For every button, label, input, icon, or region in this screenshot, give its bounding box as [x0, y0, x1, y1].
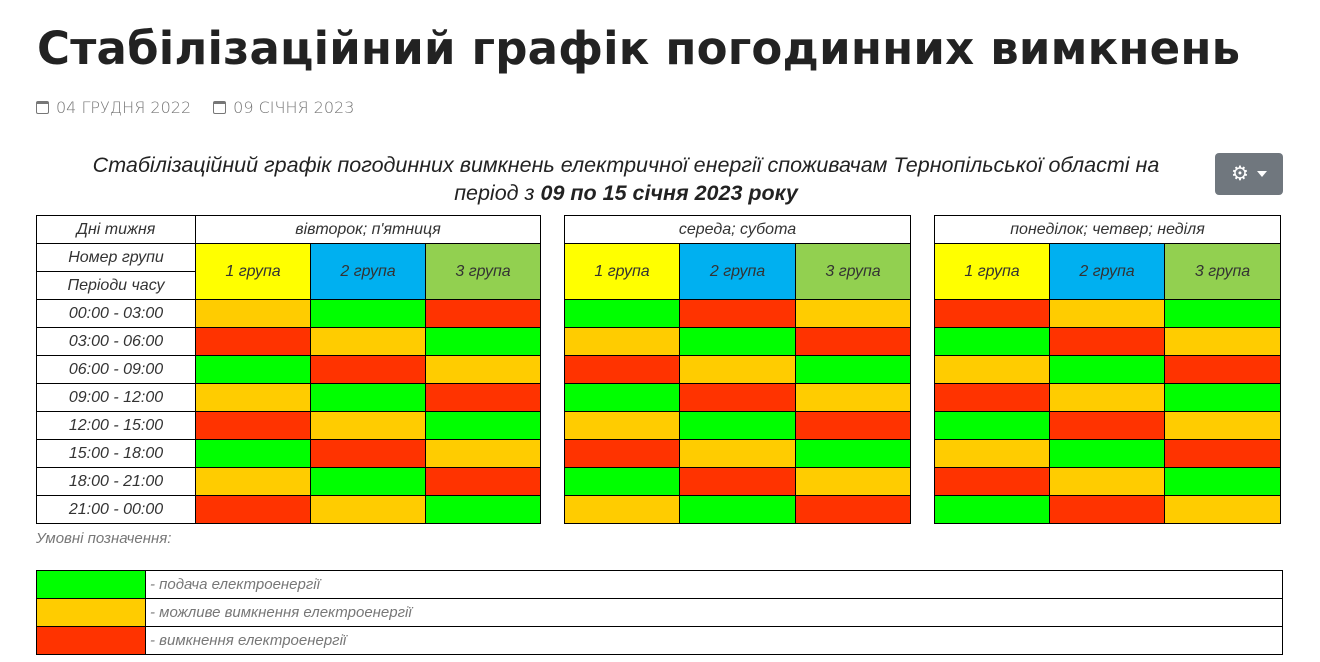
period-cell: 03:00 - 06:00 [37, 328, 196, 356]
schedule-table [36, 215, 1281, 524]
status-cell-green [196, 440, 311, 468]
status-cell-red [426, 300, 541, 328]
table-row [37, 412, 1281, 440]
legend-text: - вимкнення електроенергії [146, 627, 1283, 655]
status-cell-red [426, 384, 541, 412]
group-header: 3 група [426, 244, 541, 300]
modified-date [213, 98, 354, 117]
column-gap [911, 216, 935, 524]
status-cell-orange [796, 384, 911, 412]
status-cell-red [1050, 412, 1165, 440]
status-cell-orange [1050, 384, 1165, 412]
status-cell-green [935, 412, 1050, 440]
status-cell-orange [796, 300, 911, 328]
status-cell-red [796, 496, 911, 524]
status-cell-green [1050, 440, 1165, 468]
period-cell: 15:00 - 18:00 [37, 440, 196, 468]
status-cell-orange [196, 300, 311, 328]
status-cell-green [680, 328, 796, 356]
table-row [37, 496, 1281, 524]
status-cell-green [1050, 356, 1165, 384]
legend-swatch-orange [37, 599, 146, 627]
status-cell-orange [311, 496, 426, 524]
group-header: 2 група [311, 244, 426, 300]
table-row [37, 468, 1281, 496]
status-cell-orange [935, 356, 1050, 384]
caption-period-prefix: період з [454, 181, 541, 205]
status-cell-green [1165, 468, 1281, 496]
status-cell-red [680, 468, 796, 496]
status-cell-orange [680, 356, 796, 384]
period-cell: 12:00 - 15:00 [37, 412, 196, 440]
status-cell-red [680, 384, 796, 412]
legend-swatch-green [37, 571, 146, 599]
status-cell-red [311, 356, 426, 384]
status-cell-red [1165, 440, 1281, 468]
status-cell-orange [565, 412, 680, 440]
status-cell-red [796, 412, 911, 440]
period-cell: 06:00 - 09:00 [37, 356, 196, 384]
status-cell-red [311, 440, 426, 468]
status-cell-orange [680, 440, 796, 468]
status-cell-red [565, 440, 680, 468]
modified-date-text: 09 СІЧНЯ 2023 [233, 98, 355, 117]
header-group: Номер групи [37, 244, 196, 272]
status-cell-green [935, 328, 1050, 356]
status-cell-green [935, 496, 1050, 524]
status-cell-orange [1165, 412, 1281, 440]
legend-swatch-red [37, 627, 146, 655]
status-cell-red [196, 412, 311, 440]
calendar-icon [213, 101, 226, 114]
status-cell-green [311, 384, 426, 412]
caret-down-icon [1257, 171, 1267, 177]
day-group-header: понеділок; четвер; неділя [935, 216, 1281, 244]
gear-icon: ⚙ [1231, 163, 1249, 185]
status-cell-orange [196, 384, 311, 412]
status-cell-red [1050, 328, 1165, 356]
column-gap [541, 216, 565, 524]
status-cell-green [426, 328, 541, 356]
status-cell-red [196, 496, 311, 524]
caption-main: Стабілізаційний графік погодинних вимкнень електричної енергії споживачам Тернопільської області на [92, 153, 1160, 177]
status-cell-green [796, 356, 911, 384]
status-cell-green [426, 496, 541, 524]
status-cell-orange [426, 440, 541, 468]
legend-row [37, 627, 1283, 655]
status-cell-green [680, 496, 796, 524]
status-cell-red [935, 300, 1050, 328]
status-cell-orange [311, 328, 426, 356]
status-cell-red [1050, 496, 1165, 524]
group-header: 1 група [565, 244, 680, 300]
status-cell-orange [565, 328, 680, 356]
status-cell-green [565, 468, 680, 496]
day-group-header: вівторок; п'ятниця [196, 216, 541, 244]
period-cell: 21:00 - 00:00 [37, 496, 196, 524]
legend-row [37, 571, 1283, 599]
period-cell: 18:00 - 21:00 [37, 468, 196, 496]
status-cell-green [311, 300, 426, 328]
status-cell-orange [1165, 328, 1281, 356]
published-date-text: 04 ГРУДНЯ 2022 [56, 98, 192, 117]
status-cell-orange [796, 468, 911, 496]
status-cell-red [796, 328, 911, 356]
status-cell-red [935, 468, 1050, 496]
legend-text: - можливе вимкнення електроенергії [146, 599, 1283, 627]
table-row [37, 356, 1281, 384]
status-cell-green [796, 440, 911, 468]
period-cell: 09:00 - 12:00 [37, 384, 196, 412]
status-cell-green [1165, 384, 1281, 412]
status-cell-green [311, 468, 426, 496]
status-cell-green [565, 384, 680, 412]
settings-dropdown-button[interactable] [1215, 153, 1283, 195]
status-cell-orange [935, 440, 1050, 468]
status-cell-red [565, 356, 680, 384]
status-cell-red [935, 384, 1050, 412]
table-row [37, 440, 1281, 468]
status-cell-green [196, 356, 311, 384]
article-dates [36, 98, 354, 117]
status-cell-orange [1050, 300, 1165, 328]
group-header: 1 група [935, 244, 1050, 300]
status-cell-green [565, 300, 680, 328]
status-cell-green [1165, 300, 1281, 328]
table-row [37, 328, 1281, 356]
status-cell-orange [311, 412, 426, 440]
status-cell-orange [565, 496, 680, 524]
day-group-header: середа; субота [565, 216, 911, 244]
calendar-icon [36, 101, 49, 114]
status-cell-red [1165, 356, 1281, 384]
header-periods: Періоди часу [37, 272, 196, 300]
group-header: 3 група [1165, 244, 1281, 300]
header-days: Дні тижня [37, 216, 196, 244]
legend-row [37, 599, 1283, 627]
status-cell-orange [1165, 496, 1281, 524]
status-cell-green [426, 412, 541, 440]
legend-label: Умовні позначення: [36, 530, 172, 547]
status-cell-green [680, 412, 796, 440]
status-cell-red [426, 468, 541, 496]
caption-period-dates: 09 по 15 січня 2023 року [540, 181, 798, 205]
schedule-caption [36, 151, 1216, 207]
legend-text: - подача електроенергії [146, 571, 1283, 599]
legend-table [36, 570, 1283, 655]
status-cell-orange [1050, 468, 1165, 496]
group-header: 2 група [680, 244, 796, 300]
status-cell-red [196, 328, 311, 356]
page-title: Стабілізаційний графік погодинних вимкнень [37, 22, 1241, 75]
status-cell-red [680, 300, 796, 328]
status-cell-orange [426, 356, 541, 384]
group-header: 1 група [196, 244, 311, 300]
table-row [37, 384, 1281, 412]
period-cell: 00:00 - 03:00 [37, 300, 196, 328]
published-date [36, 98, 191, 117]
table-row [37, 300, 1281, 328]
status-cell-orange [196, 468, 311, 496]
group-header: 2 група [1050, 244, 1165, 300]
group-header: 3 група [796, 244, 911, 300]
